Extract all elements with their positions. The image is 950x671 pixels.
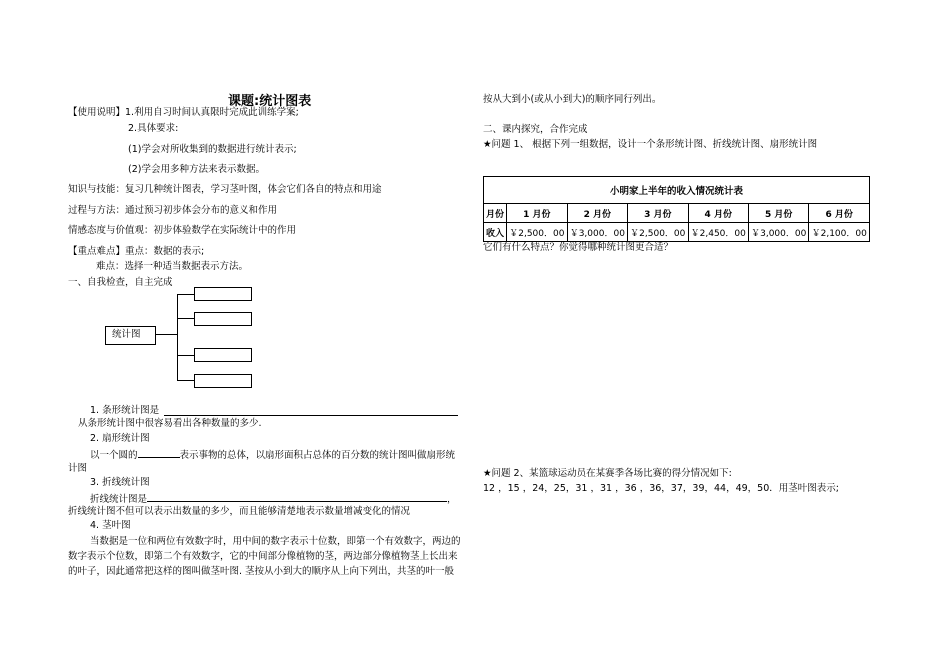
section-inquiry: 二、课内探究，合作完成 — [483, 124, 588, 135]
difficulty: 难点：选择一种适当数据表示方法。 — [96, 261, 249, 272]
key-point: 【重点难点】重点：数据的表示; — [68, 246, 205, 257]
diagram-branch-line — [177, 318, 194, 319]
table-cell: ￥3,000．00 — [748, 223, 808, 242]
q4-paragraph-3: 的叶子，因此通常把这样的图叫做茎叶图. 茎按从小到大的顺序从上向下列出，共茎的叶一般 — [68, 566, 455, 577]
diagram-branch-line — [177, 355, 194, 356]
table-header-cell: 5 月份 — [748, 204, 808, 223]
table-header-cell: 4 月份 — [688, 204, 748, 223]
diagram-root-box — [105, 326, 156, 345]
q4-paragraph-1: 当数据是一位和两位有效数字时，用中间的数字表示十位数，即第一个有效数字，两边的 — [90, 536, 461, 547]
goal-process: 过程与方法：通过预习初步体会分布的意义和作用 — [68, 205, 278, 216]
goal-knowledge: 知识与技能：复习几种统计图表，学习茎叶图，体会它们各自的特点和用途 — [68, 184, 382, 195]
page-title: 课题:统计图表 — [228, 94, 312, 109]
table-header-cell: 2 月份 — [567, 204, 627, 223]
table-cell: ￥2,100．00 — [809, 223, 870, 242]
diagram-blank-box — [194, 348, 252, 362]
q2-label: 2. 扇形统计图 — [90, 433, 150, 444]
q2-blank — [138, 448, 180, 458]
table-row — [484, 204, 870, 223]
table-row — [484, 223, 870, 242]
problem-2: ★问题 2、某篮球运动员在某赛季各场比赛的得分情况如下: — [483, 468, 732, 479]
income-table — [483, 176, 870, 242]
diagram-blank-box — [194, 374, 252, 388]
diagram-branch-line — [177, 380, 194, 381]
table-row-head: 收入 — [484, 223, 507, 242]
q3-blank — [147, 492, 447, 502]
q3-description-cont: 折线统计图不但可以表示出数量的多少，而且能够清楚地表示数量增减变化的情况 — [68, 506, 411, 517]
q2-description: 以一个圆的 表示事物的总体，以扇形面积占总体的百分数的统计图叫做扇形统 — [90, 450, 456, 461]
section-self-check: 一、自我检查，自主完成 — [68, 277, 173, 288]
q3-label: 3. 折线统计图 — [90, 477, 150, 488]
table-cell: ￥2,500．00 — [507, 223, 567, 242]
q3-description: 折线统计图是 ， — [90, 494, 457, 505]
usage-instructions: 【使用说明】1.利用自习时间认真限时完成此训练学案; — [68, 107, 299, 118]
usage-requirement-2: (2)学会用多种方法来表示数据。 — [128, 164, 265, 175]
usage-requirement-1: (1)学会对所收集到的数据进行统计表示; — [128, 144, 297, 155]
diagram-branch-line — [177, 294, 194, 295]
q2-description-cont: 计图 — [68, 463, 88, 474]
problem-1: ★问题 1、 根据下列一组数据，设计一个条形统计图、折线统计图、扇形统计图 — [483, 139, 818, 150]
table-caption: 小明家上半年的收入情况统计表 — [484, 177, 870, 204]
q1-description: 从条形统计图中很容易看出各种数量的多少. — [78, 418, 262, 429]
q1-label: 1. 条形统计图是 — [90, 405, 160, 416]
table-followup-question: 它们有什么特点？你觉得哪种统计图更合适？ — [483, 242, 674, 253]
table-cell: ￥2,450．00 — [688, 223, 748, 242]
diagram-trunk-line — [177, 294, 178, 380]
diagram-connector — [155, 334, 177, 335]
goal-emotion: 情感态度与价值观：初步体验数学在实际统计中的作用 — [68, 225, 297, 236]
scores-line: 12 ，15 ，24，25，31 ，31 ，36 ，36，37，39，44，49，50．用茎叶图表示; — [483, 483, 839, 494]
table-header-cell: 1 月份 — [507, 204, 567, 223]
continued-text: 按从大到小(或从小到大)的顺序同行列出。 — [483, 94, 662, 105]
table-header-cell: 6 月份 — [809, 204, 870, 223]
q1-blank — [164, 415, 458, 416]
q4-paragraph-2: 数字表示个位数，即第二个有效数字，它的中间部分像植物的茎，两边部分像植物茎上长出来 — [68, 551, 458, 562]
diagram-blank-box — [194, 312, 252, 326]
table-cell: ￥2,500．00 — [628, 223, 688, 242]
diagram-root-label: 统计图 — [112, 329, 141, 340]
table-header-cell: 月份 — [484, 204, 507, 223]
table-header-cell: 3 月份 — [628, 204, 688, 223]
usage-requirements: 2.具体要求: — [128, 123, 179, 134]
diagram-blank-box — [194, 287, 252, 301]
table-cell: ￥3,000．00 — [567, 223, 627, 242]
q4-label: 4. 茎叶图 — [90, 520, 131, 531]
